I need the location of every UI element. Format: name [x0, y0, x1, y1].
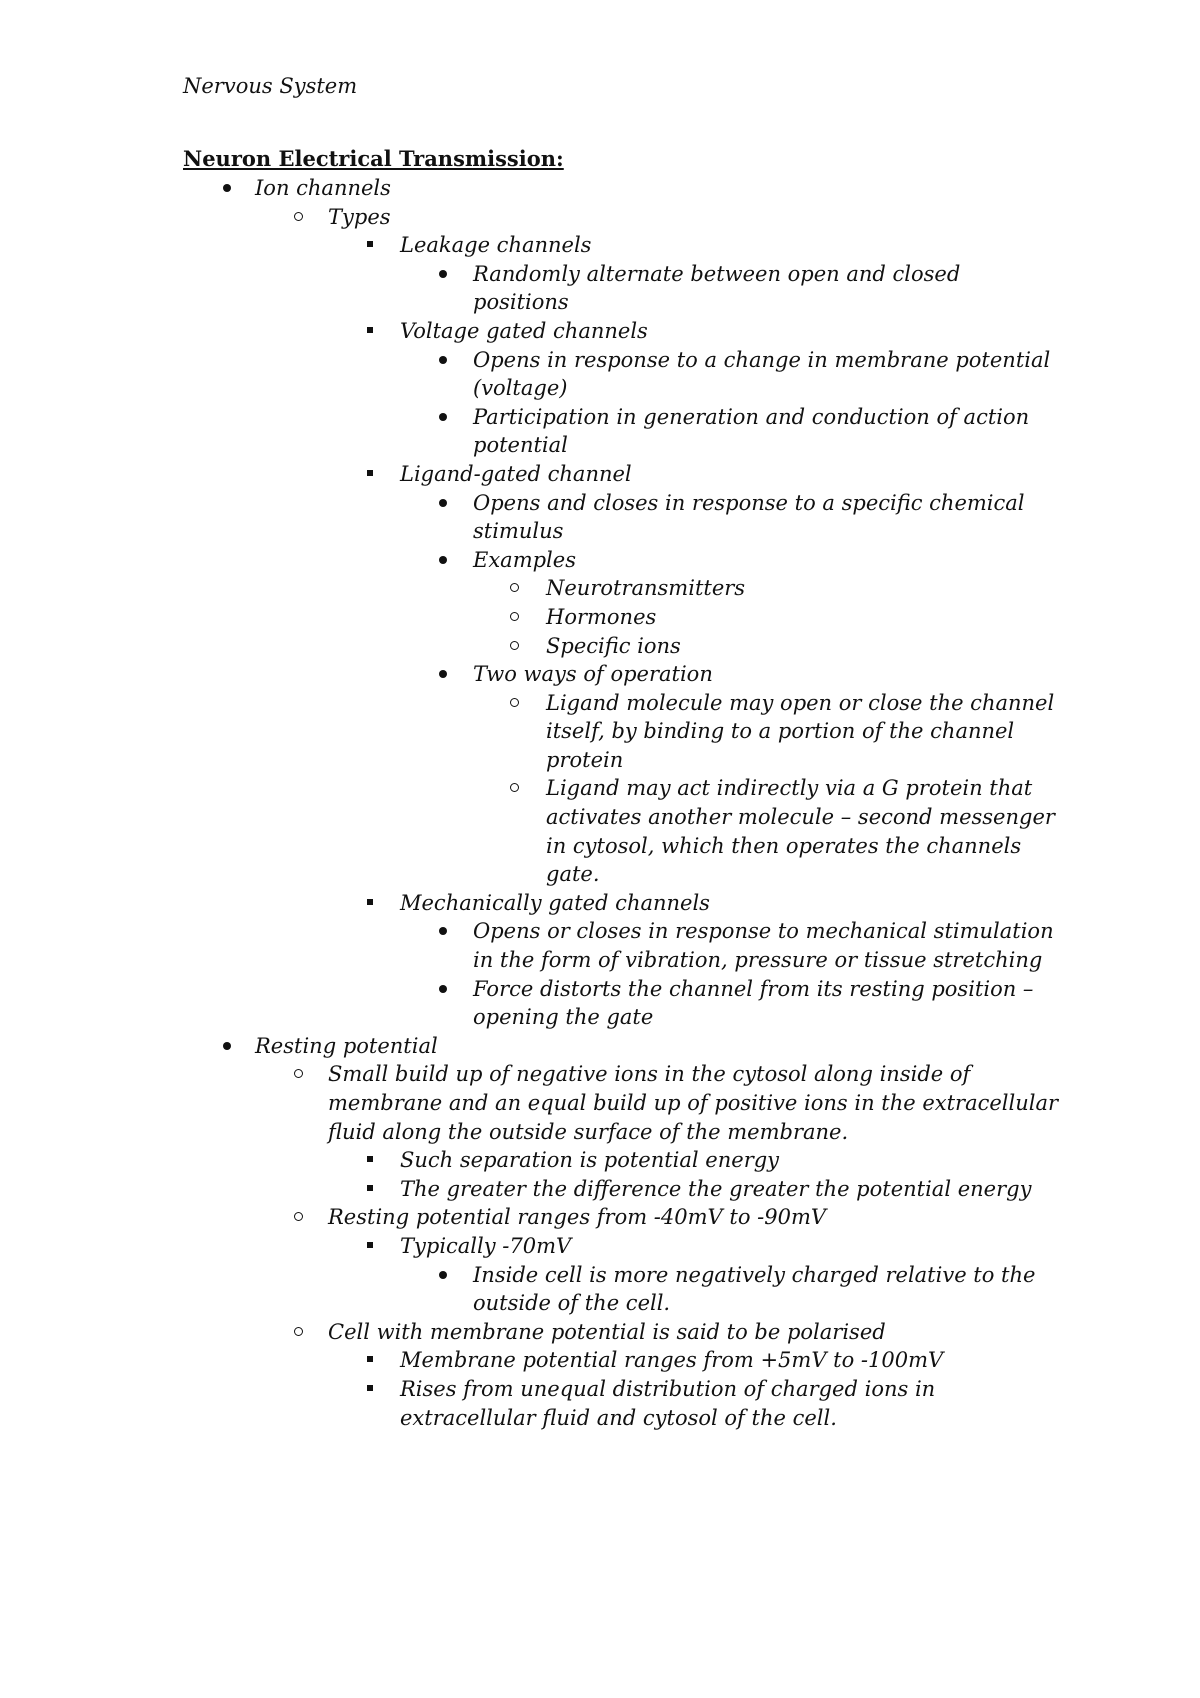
list-item-text: Force distorts the channel from its resting position – [473, 976, 1034, 1001]
list-item-text: Opens in response to a change in membrane potential [473, 347, 1051, 372]
bullet-outline [0, 174, 1200, 1432]
list-item [0, 603, 1200, 632]
list-item-text: Ligand-gated channel [400, 461, 632, 486]
list-item [0, 574, 1200, 603]
list-item [0, 1203, 1200, 1232]
list-item-text: Voltage gated channels [400, 318, 648, 343]
list-item-text: Examples [473, 547, 576, 572]
list-item [0, 889, 1200, 918]
list-item [0, 774, 1200, 888]
list-item-text: Small build up of negative ions in the cytosol along inside of [328, 1062, 971, 1087]
list-item [0, 546, 1200, 575]
list-item-text: Ligand molecule may open or close the channel [546, 690, 1055, 715]
list-item [0, 460, 1200, 489]
list-item-text: outside of the cell. [473, 1291, 671, 1316]
list-item [0, 346, 1200, 403]
list-item-text: (voltage) [473, 376, 568, 401]
list-item-text: fluid along the outside surface of the membrane. [328, 1119, 849, 1144]
list-item [0, 203, 1200, 232]
list-item-text: Mechanically gated channels [400, 890, 710, 915]
list-item-text: Types [328, 204, 391, 229]
list-item-text: positions [473, 290, 569, 315]
list-item [0, 1261, 1200, 1318]
list-item-text: Opens and closes in response to a specific chemical [473, 490, 1025, 515]
list-item-text: Rises from unequal distribution of charged ions in [400, 1376, 936, 1401]
list-item-text: Participation in generation and conduction of action [473, 404, 1030, 429]
list-item-text: protein [546, 747, 624, 772]
list-item-text: potential [473, 433, 568, 458]
list-item [0, 231, 1200, 260]
list-item [0, 1375, 1200, 1432]
list-item-text: extracellular fluid and cytosol of the cell. [400, 1405, 837, 1430]
list-item [0, 1232, 1200, 1261]
list-item [0, 1032, 1200, 1061]
list-item-text: in cytosol, which then operates the channels [546, 833, 1022, 858]
list-item [0, 1146, 1200, 1175]
list-item-text: Resting potential ranges from -40mV to -90mV [328, 1205, 827, 1230]
page-header: Nervous System [183, 74, 358, 98]
list-item [0, 1318, 1200, 1347]
list-item-text: itself, by binding to a portion of the channel [546, 719, 1015, 744]
list-item [0, 917, 1200, 974]
list-item-text: Neurotransmitters [546, 576, 746, 601]
list-item-text: Cell with membrane potential is said to be polarised [328, 1319, 886, 1344]
list-item-text: activates another molecule – second messenger [546, 805, 1055, 830]
list-item-text: Such separation is potential energy [400, 1148, 780, 1173]
list-item [0, 260, 1200, 317]
list-item-text: opening the gate [473, 1005, 654, 1030]
list-item [0, 489, 1200, 546]
list-item-text: Ion channels [255, 176, 391, 200]
list-item [0, 317, 1200, 346]
list-item-text: stimulus [473, 519, 564, 544]
list-item-text: Randomly alternate between open and closed [473, 261, 961, 286]
list-item [0, 1346, 1200, 1375]
list-item-text: Resting potential [255, 1033, 438, 1058]
list-item-text: Specific ions [546, 633, 681, 658]
list-item-text: Leakage channels [400, 233, 592, 258]
list-item [0, 660, 1200, 689]
list-item [0, 689, 1200, 775]
list-item-text: gate. [546, 862, 600, 887]
list-item-text: Membrane potential ranges from +5mV to -100mV [400, 1348, 944, 1373]
list-item-text: Inside cell is more negatively charged relative to the [473, 1262, 1036, 1287]
list-item-text: The greater the difference the greater the potential energy [400, 1176, 1032, 1201]
list-item-text: Opens or closes in response to mechanical stimulation [473, 919, 1054, 944]
list-item [0, 174, 1200, 203]
list-item [0, 403, 1200, 460]
list-item [0, 1175, 1200, 1204]
list-item [0, 975, 1200, 1032]
section-heading: Neuron Electrical Transmission: [183, 146, 564, 171]
list-item [0, 1060, 1200, 1146]
list-item-text: Two ways of operation [473, 662, 713, 687]
list-item [0, 632, 1200, 661]
list-item-text: membrane and an equal build up of positive ions in the extracellular [328, 1091, 1059, 1115]
list-item-text: in the form of vibration, pressure or tissue stretching [473, 948, 1043, 973]
list-item-text: Ligand may act indirectly via a G protein that [546, 776, 1033, 801]
list-item-text: Hormones [546, 604, 657, 629]
list-item-text: Typically -70mV [400, 1233, 572, 1258]
